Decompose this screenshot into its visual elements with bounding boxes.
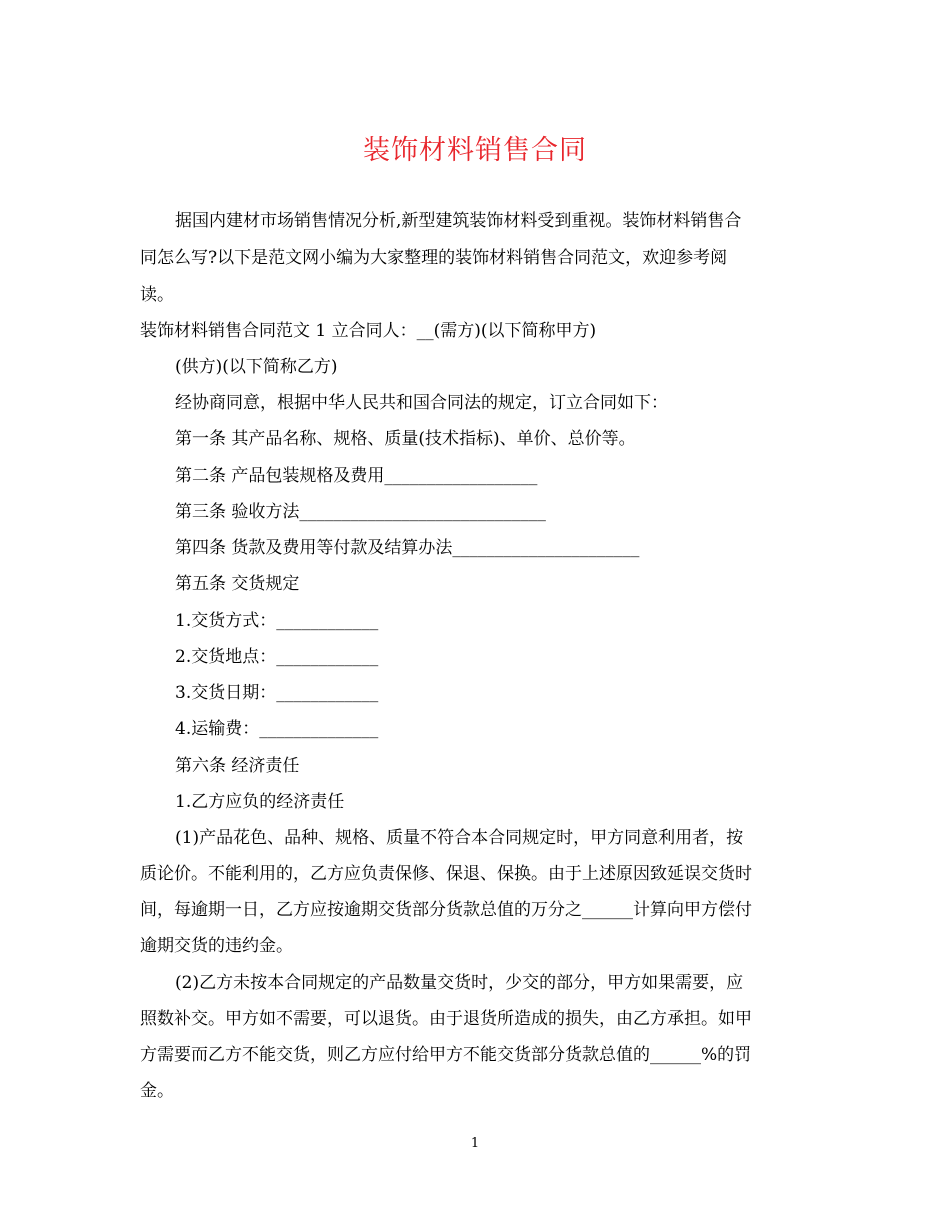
clause-1-line-1: (1)产品花色、品种、规格、质量不符合本合同规定时，甲方同意利用者，按 bbox=[175, 828, 744, 848]
delivery-date: 3.交货日期：____________ bbox=[175, 683, 379, 703]
contract-heading: 装饰材料销售合同范文 1 立合同人：__(需方)(以下简称甲方) bbox=[140, 321, 597, 341]
clause-2-line-2: 照数补交。甲方如不需要，可以退货。由于退货所造成的损失，由乙方承担。如甲 bbox=[140, 1009, 752, 1029]
intro-line-3: 读。 bbox=[140, 285, 174, 305]
delivery-method: 1.交货方式：____________ bbox=[175, 611, 379, 631]
clause-2-line-4: 金。 bbox=[140, 1081, 174, 1101]
clause-2-line-1: (2)乙方未按本合同规定的产品数量交货时，少交的部分，甲方如果需要，应 bbox=[175, 973, 744, 993]
transport-fee: 4.运输费：______________ bbox=[175, 719, 379, 739]
responsibility-heading: 1.乙方应负的经济责任 bbox=[175, 792, 345, 812]
article-5: 第五条 交货规定 bbox=[175, 574, 300, 594]
page-number: 1 bbox=[470, 1136, 480, 1151]
delivery-location: 2.交货地点：____________ bbox=[175, 647, 379, 667]
clause-1-line-2: 质论价。不能利用的，乙方应负责保修、保退、保换。由于上述原因致延误交货时 bbox=[140, 864, 752, 884]
article-1: 第一条 其产品名称、规格、质量(技术指标)、单价、总价等。 bbox=[175, 429, 636, 449]
clause-1-line-3: 间，每逾期一日，乙方应按逾期交货部分货款总值的万分之______计算向甲方偿付 bbox=[140, 900, 752, 920]
document-title: 装饰材料销售合同 bbox=[363, 135, 587, 166]
article-6: 第六条 经济责任 bbox=[175, 756, 300, 776]
clause-1-line-4: 逾期交货的违约金。 bbox=[140, 936, 293, 956]
article-2: 第二条 产品包装规格及费用__________________ bbox=[175, 466, 538, 486]
clause-2-line-3: 方需要而乙方不能交货，则乙方应付给甲方不能交货部分货款总值的______%的罚 bbox=[140, 1045, 752, 1065]
article-4: 第四条 货款及费用等付款及结算办法______________________ bbox=[175, 538, 640, 558]
intro-line-2: 同怎么写?以下是范文网小编为大家整理的装饰材料销售合同范文，欢迎参考阅 bbox=[140, 248, 728, 268]
article-3: 第三条 验收方法_____________________________ bbox=[175, 502, 546, 522]
agreement-line: 经协商同意，根据中华人民共和国合同法的规定，订立合同如下： bbox=[175, 393, 668, 413]
intro-line-1: 据国内建材市场销售情况分析,新型建筑装饰材料受到重视。装饰材料销售合 bbox=[175, 211, 742, 231]
supplier-line: (供方)(以下简称乙方) bbox=[175, 357, 338, 377]
